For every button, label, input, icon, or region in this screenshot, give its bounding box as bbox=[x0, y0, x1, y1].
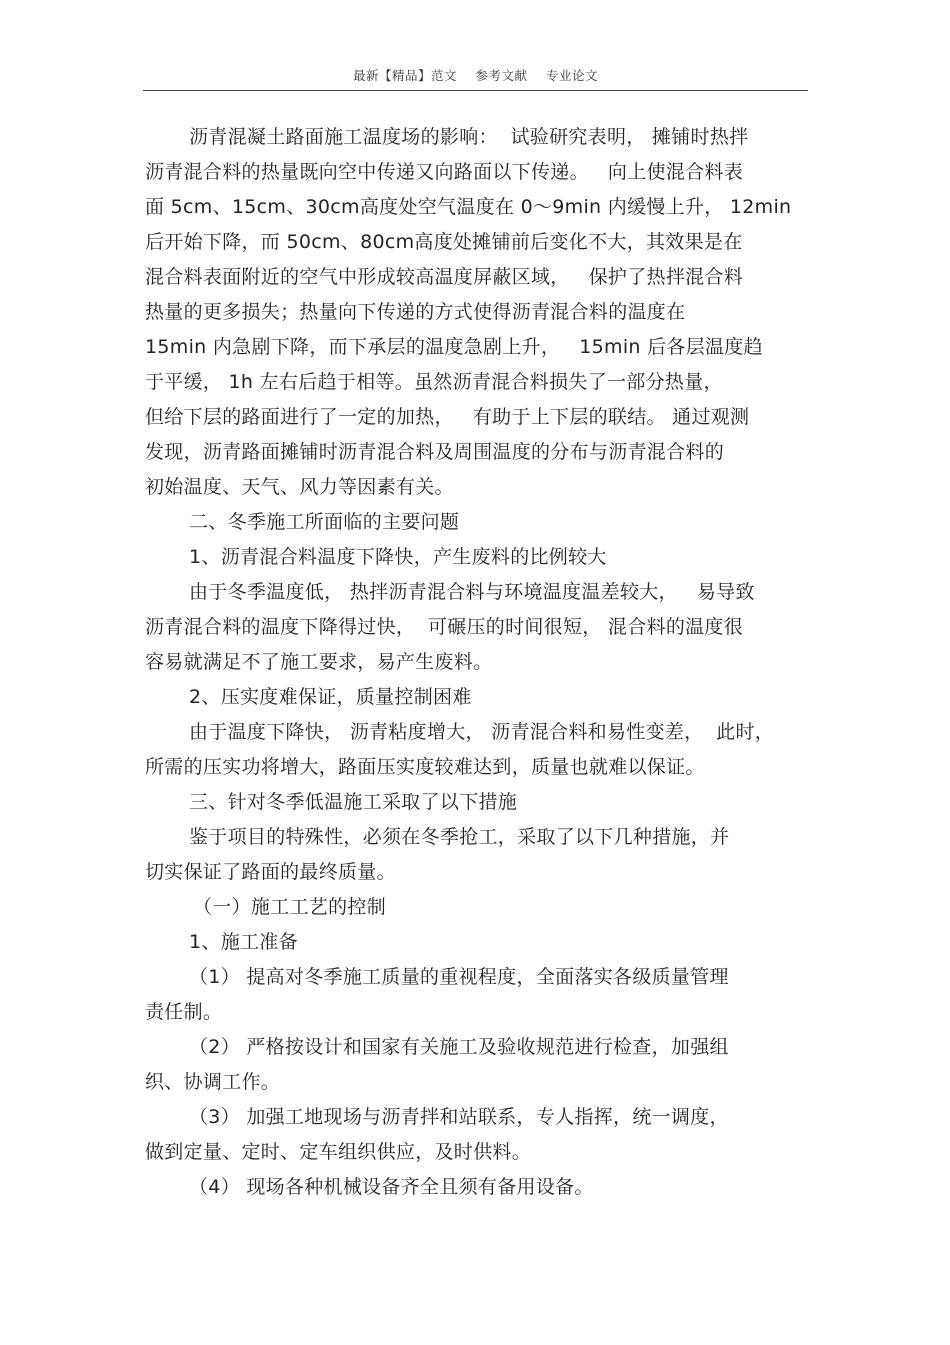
header-item: 专业论文 bbox=[545, 68, 598, 83]
list-item-continuation: 责任制。 bbox=[145, 1001, 223, 1023]
list-item-continuation: 做到定量、定时、定车组织供应，及时供料。 bbox=[145, 1141, 532, 1163]
paragraph-line: 发现，沥青路面摊铺时沥青混合料及周围温度的分布与沥青混合料的 bbox=[145, 441, 725, 463]
list-item: （1） 提高对冬季施工质量的重视程度，全面落实各级质量管理 bbox=[189, 966, 729, 988]
paragraph-line: 但给下层的路面进行了一定的加热， 有助于上下层的联结。 通过观测 bbox=[145, 406, 750, 428]
subsection-heading: 1、施工准备 bbox=[189, 931, 298, 953]
subsection-heading: 2、压实度难保证，质量控制困难 bbox=[189, 686, 472, 708]
paragraph-line: 15min 内急剧下降，而下承层的温度急剧上升， 15min 后各层温度趋 bbox=[145, 336, 763, 358]
paragraph-line: 混合料表面附近的空气中形成较高温度屏蔽区域， 保护了热拌混合料 bbox=[145, 266, 744, 288]
paragraph-line: 容易就满足不了施工要求，易产生废料。 bbox=[145, 651, 493, 673]
list-item: （4） 现场各种机械设备齐全且须有备用设备。 bbox=[189, 1176, 594, 1198]
page-header bbox=[143, 66, 808, 84]
paragraph-line: 面 5cm、15cm、30cm高度处空气温度在 0～9min 内缓慢上升， 12min bbox=[145, 196, 792, 218]
paragraph-line: 所需的压实功将增大，路面压实度较难达到，质量也就难以保证。 bbox=[145, 756, 705, 778]
paragraph-line: 沥青混合料的温度下降得过快， 可碾压的时间很短， 混合料的温度很 bbox=[145, 616, 744, 638]
paragraph-line: 于平缓， 1h 左右后趋于相等。虽然沥青混合料损失了一部分热量， bbox=[145, 371, 723, 393]
paragraph-line: 热量的更多损失；热量向下传递的方式使得沥青混合料的温度在 bbox=[145, 301, 686, 323]
paragraph-line: 由于冬季温度低， 热拌沥青混合料与环境温度温差较大， 易导致 bbox=[189, 581, 755, 603]
document-body bbox=[145, 120, 810, 1205]
paragraph-line: 切实保证了路面的最终质量。 bbox=[145, 861, 396, 883]
paragraph-line: 初始温度、天气、风力等因素有关。 bbox=[145, 476, 454, 498]
paragraph-line: 沥青混合料的热量既向空中传递又向路面以下传递。 向上使混合料表 bbox=[145, 161, 744, 183]
paragraph-line: 由于温度下降快， 沥青粘度增大， 沥青混合料和易性变差， 此时， bbox=[189, 721, 775, 743]
subsection-heading: （一）施工工艺的控制 bbox=[193, 896, 387, 918]
section-heading: 二、冬季施工所面临的主要问题 bbox=[189, 511, 460, 533]
paragraph-line: 后开始下降，而 50cm、80cm高度处摊铺前后变化不大，其效果是在 bbox=[145, 231, 743, 253]
section-heading: 三、针对冬季低温施工采取了以下措施 bbox=[189, 791, 518, 813]
paragraph-line: 鉴于项目的特殊性，必须在冬季抢工，采取了以下几种措施，并 bbox=[189, 826, 730, 848]
header-item: 参考文献 bbox=[475, 68, 528, 83]
list-item: （3） 加强工地现场与沥青拌和站联系，专人指挥，统一调度， bbox=[189, 1106, 729, 1128]
paragraph-line: 沥青混凝土路面施工温度场的影响： 试验研究表明， 摊铺时热拌 bbox=[189, 126, 749, 148]
subsection-heading: 1、沥青混合料温度下降快，产生废料的比例较大 bbox=[189, 546, 607, 568]
header-item: 最新【精品】范文 bbox=[352, 68, 457, 83]
list-item-continuation: 织、协调工作。 bbox=[145, 1071, 281, 1093]
header-rule bbox=[143, 90, 808, 91]
list-item: （2） 严格按设计和国家有关施工及验收规范进行检查，加强组 bbox=[189, 1036, 729, 1058]
